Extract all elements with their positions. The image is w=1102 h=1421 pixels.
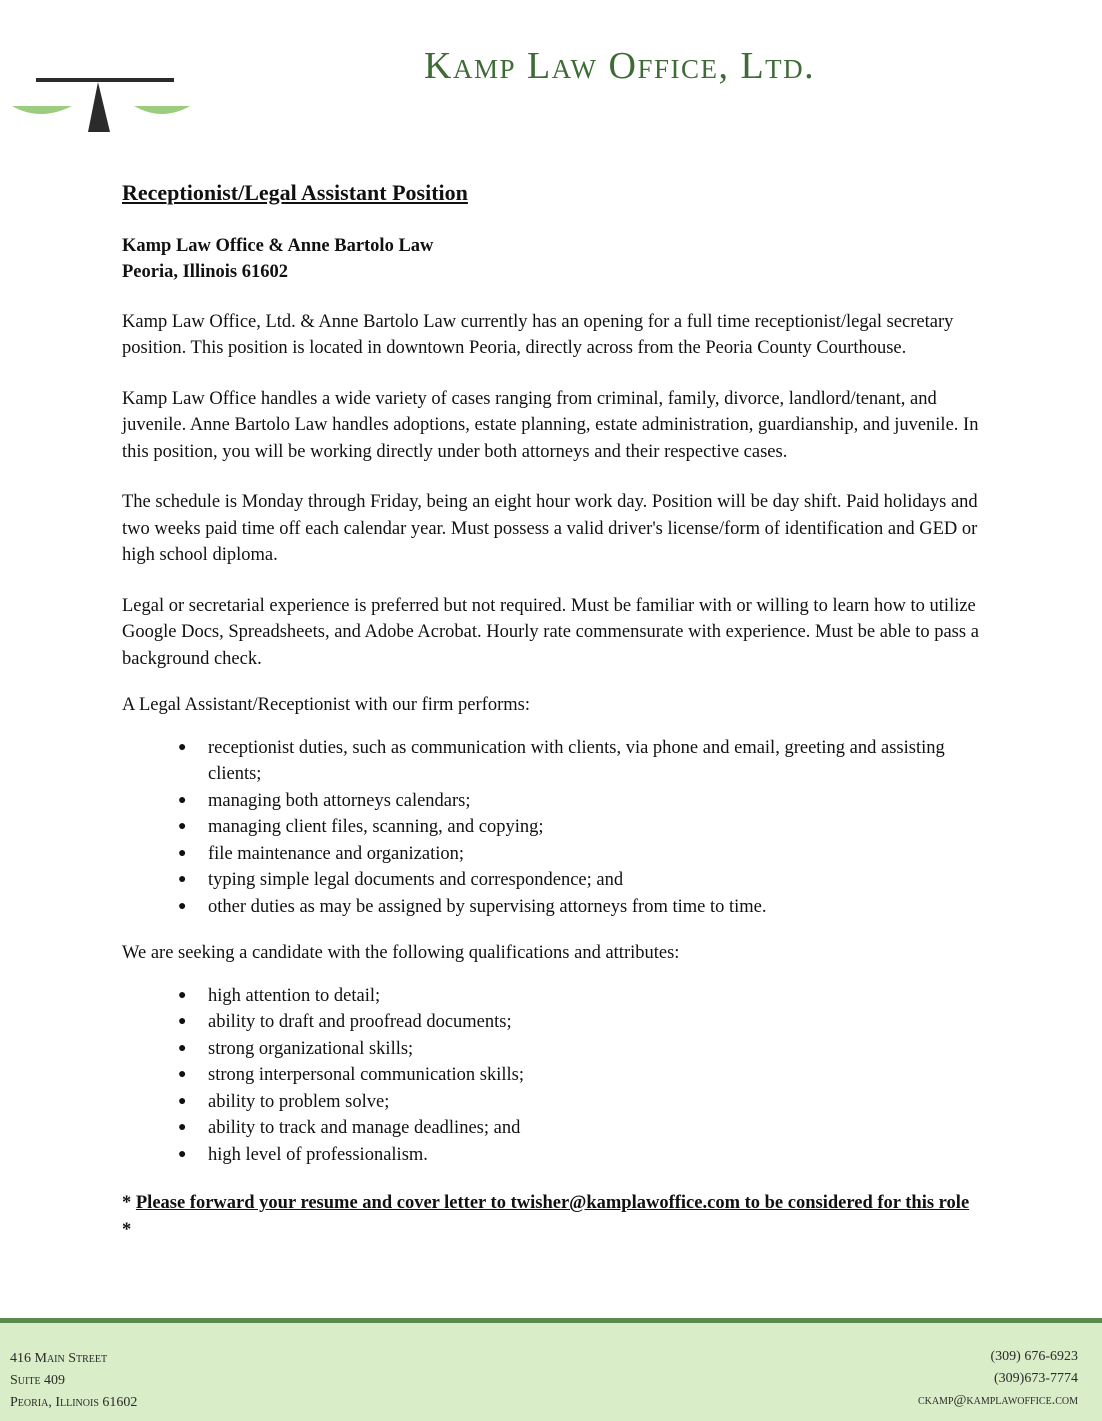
duties-intro: A Legal Assistant/Receptionist with our firm performs: <box>122 695 530 715</box>
list-item: ● typing simple legal documents and correspondence; and <box>178 867 982 894</box>
list-item: ● other duties as may be assigned by supervising attorneys from time to time. <box>178 894 982 921</box>
address-street: 416 Main Street <box>10 1351 108 1366</box>
contact-email: ckamp@kamplawoffice.com <box>917 1393 1078 1408</box>
list-item: ● ability to problem solve; <box>178 1089 982 1116</box>
note-suffix: * <box>122 1219 132 1240</box>
duties-list <box>122 735 982 921</box>
application-instructions: Please forward your resume and cover letter to twisher@kamplawoffice.com to be considered for this role <box>135 1193 970 1213</box>
firm-name-heading: Kamp Law Office, Ltd. <box>424 45 816 87</box>
footer-address <box>10 1348 137 1414</box>
paragraph-opening: Kamp Law Office, Ltd. & Anne Bartolo Law currently has an opening for a full time receptionist/legal secretary position. This position is located in downtown Peoria, directly across from the Peoria County Courthouse. <box>122 311 954 358</box>
list-item: ● ability to track and manage deadlines; and <box>178 1115 982 1142</box>
scales-of-justice-icon <box>10 70 195 140</box>
list-item: ● receptionist duties, such as communication with clients, via phone and email, greeting and assisting clients; <box>178 735 982 788</box>
list-item: ● file maintenance and organization; <box>178 841 982 868</box>
employer-location: Peoria, Illinois 61602 <box>122 261 288 282</box>
footer-contact <box>918 1346 1078 1412</box>
address-suite: Suite 409 <box>10 1373 66 1388</box>
paragraph-cases: Kamp Law Office handles a wide variety of cases ranging from criminal, family, divorce, landlord/tenant, and juvenile. Anne Bartolo Law handles adoptions, estate planning, estate administration, guardianship, and juvenile. In this position, you will be working directly under both attorneys and their respective cases. <box>122 388 979 462</box>
paragraph-experience: Legal or secretarial experience is preferred but not required. Must be familiar with or willing to learn how to utilize Google Docs, Spreadsheets, and Adobe Acrobat. Hourly rate commensurate with experience. Must be able to pass a background check. <box>122 595 979 669</box>
paragraph-schedule: The schedule is Monday through Friday, being an eight hour work day. Position will be day shift. Paid holidays and two weeks paid time off each calendar year. Must possess a valid driver's license/form of identification and GED or high school diploma. <box>122 492 978 565</box>
qualifications-intro: We are seeking a candidate with the following qualifications and attributes: <box>122 943 680 963</box>
phone-secondary: (309)673-7774 <box>994 1371 1078 1386</box>
list-item: ● ability to draft and proofread documents; <box>178 1009 982 1036</box>
document-body <box>122 180 982 1243</box>
list-item: ● managing client files, scanning, and copying; <box>178 814 982 841</box>
list-item: ● high attention to detail; <box>178 983 982 1010</box>
list-item: ● managing both attorneys calendars; <box>178 788 982 815</box>
qualifications-list <box>122 983 982 1169</box>
employer-block <box>122 233 982 285</box>
application-note <box>122 1190 982 1243</box>
address-city: Peoria, Illinois 61602 <box>10 1395 138 1410</box>
document-title: Receptionist/Legal Assistant Position <box>122 180 468 205</box>
note-prefix: * <box>122 1193 136 1213</box>
phone-primary: (309) 676-6923 <box>990 1349 1078 1364</box>
list-item: ● strong interpersonal communication skills; <box>178 1062 982 1089</box>
list-item: ● strong organizational skills; <box>178 1036 982 1063</box>
employer-name: Kamp Law Office & Anne Bartolo Law <box>122 235 434 256</box>
list-item: ● high level of professionalism. <box>178 1142 982 1169</box>
